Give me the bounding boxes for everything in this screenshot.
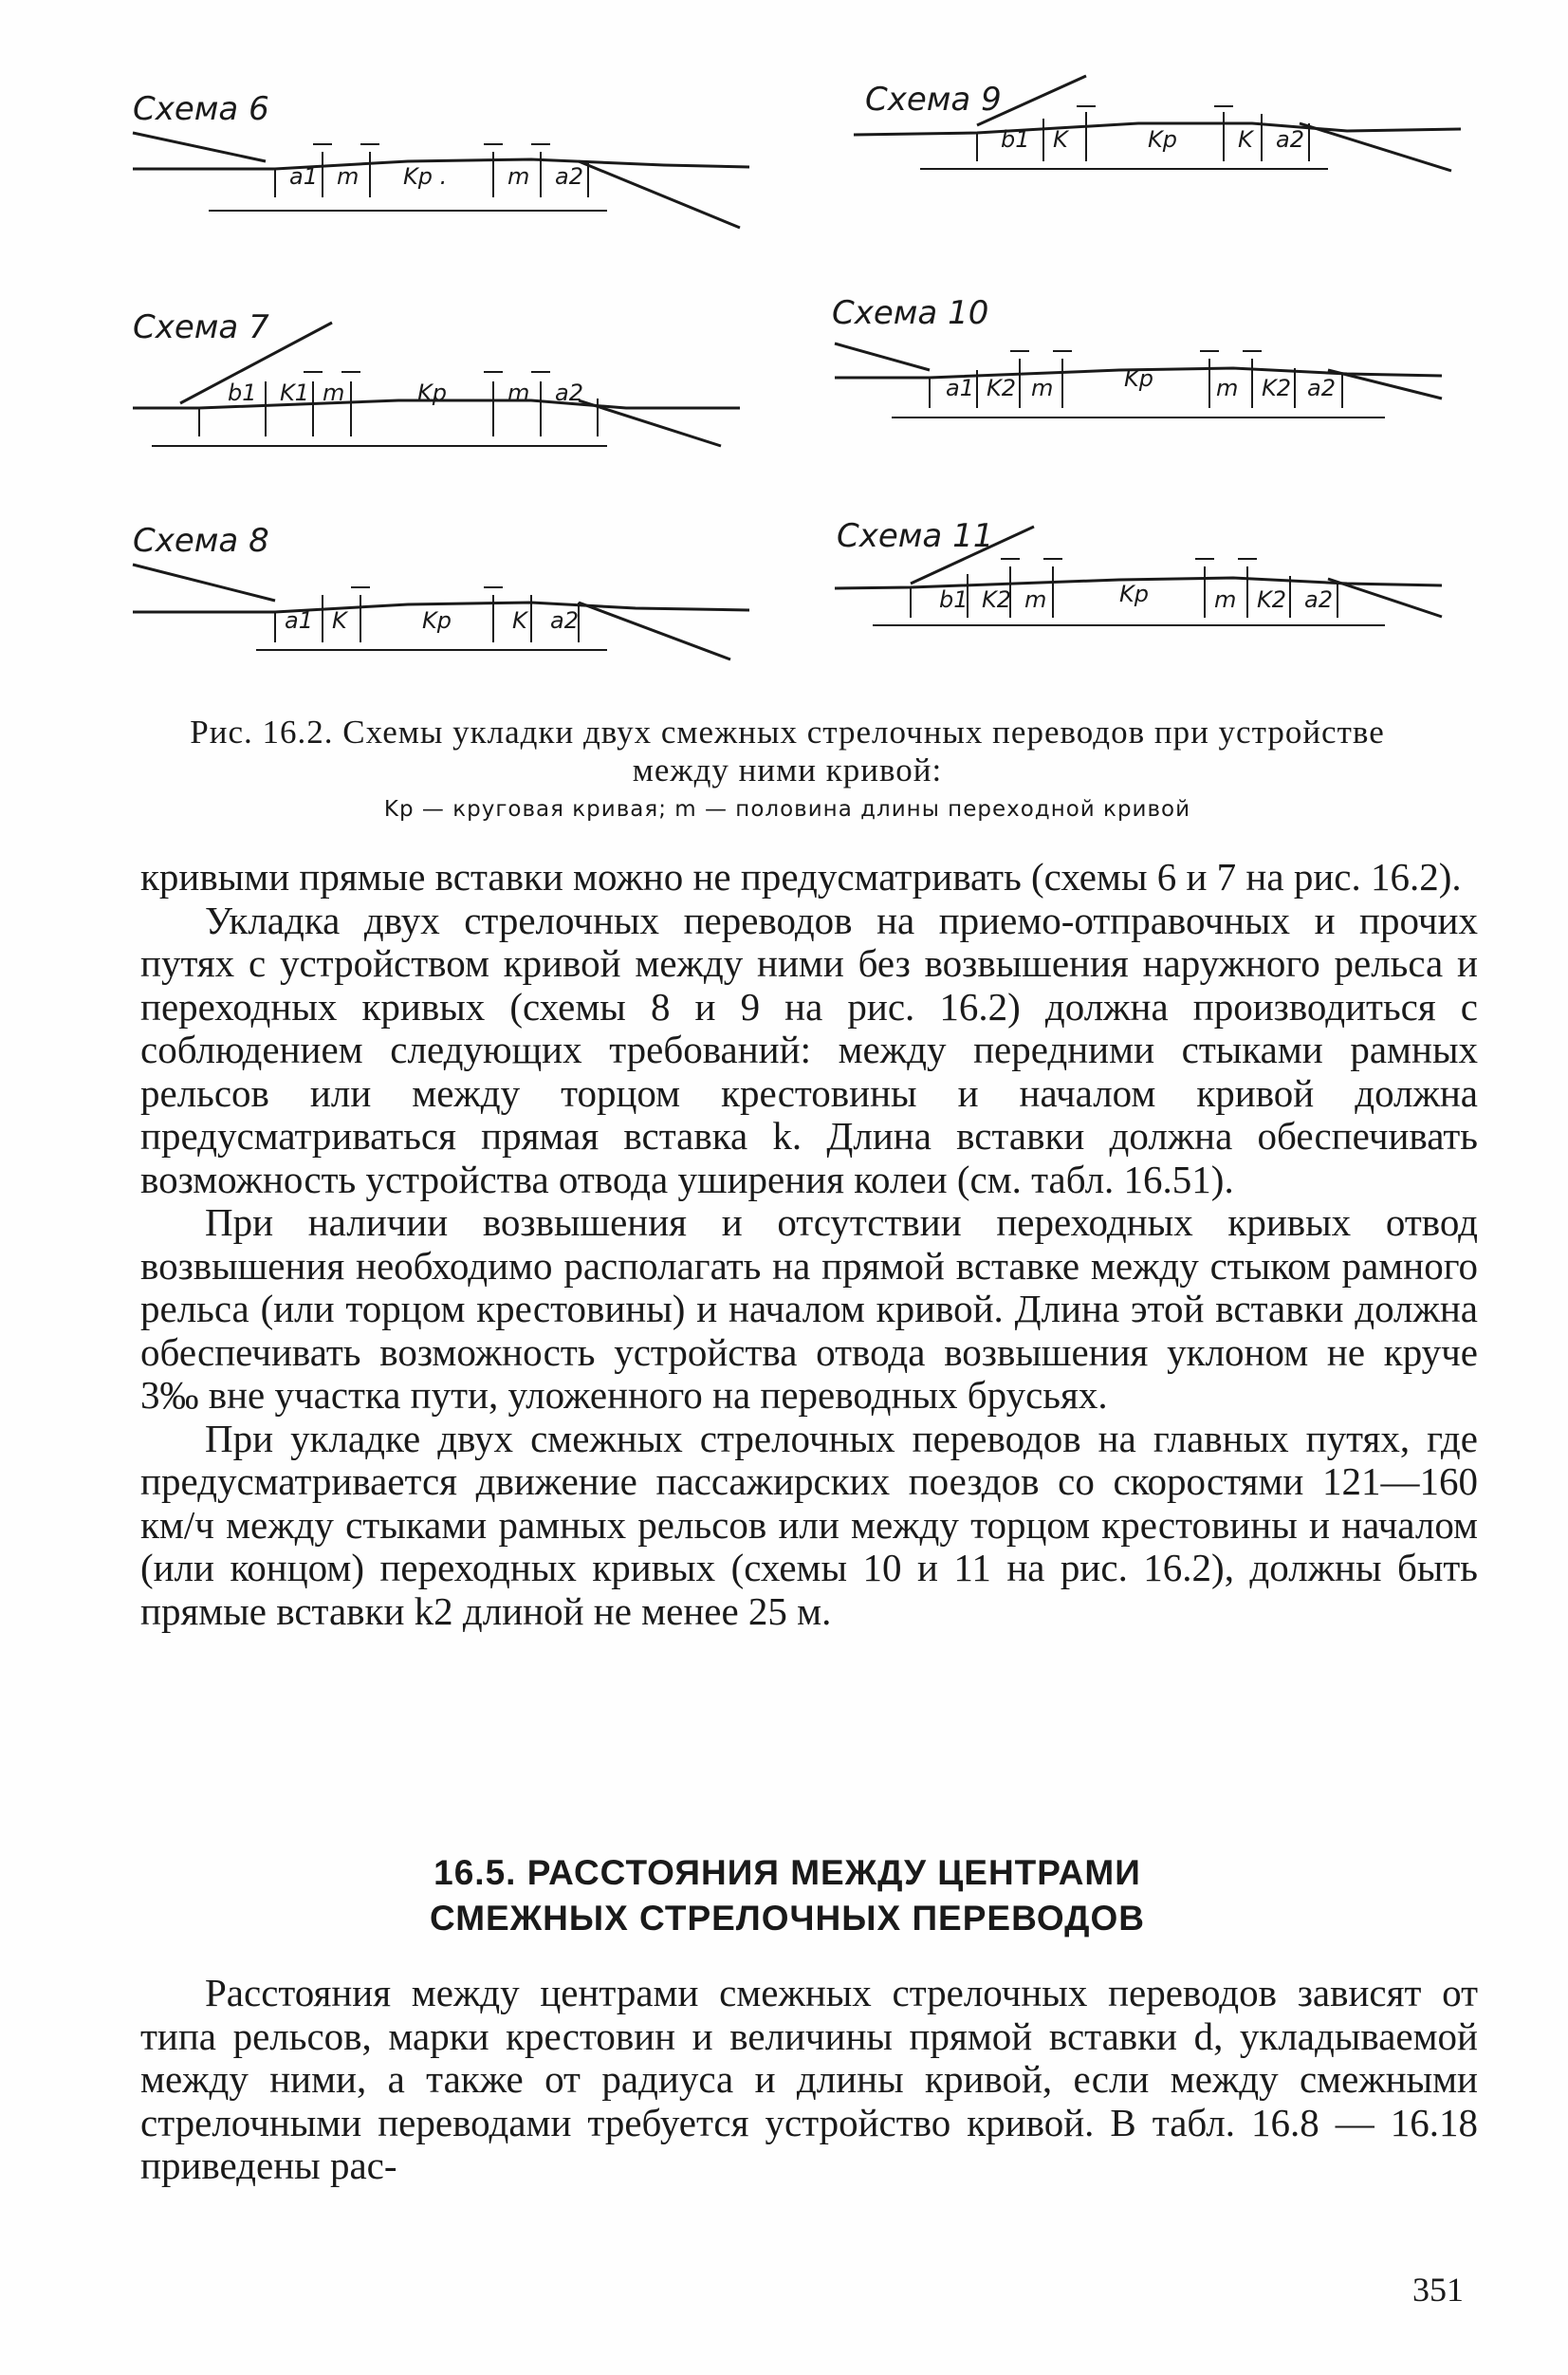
paragraph-superelevation: При наличии возвышения и отсутствии переходных кривых отвод возвышения необходимо располагать на прямой вставке между стыком рамного рельса (или торцом крестовины) и началом кривой. Длина этой вставки должна обеспечивать возможность устройства отвода возвышения уклоном не круче 3‰ вне участка пути, уложенного на переводных брусьях.	[140, 1200, 1478, 1417]
scheme-10-label: a2	[1307, 375, 1336, 401]
scheme-10-label: m	[1031, 375, 1054, 401]
figure-caption: Рис. 16.2. Схемы укладки двух смежных стрелочных переводов при устройстве между ними кривой:	[190, 714, 1385, 789]
scheme-8-title: Схема 8	[133, 522, 269, 560]
section-heading-line-2: СМЕЖНЫХ СТРЕЛОЧНЫХ ПЕРЕВОДОВ	[429, 1899, 1146, 1938]
scheme-10-label: Kp	[1124, 365, 1153, 392]
scheme-7-label: b1	[228, 380, 257, 406]
scheme-6-label: m	[507, 163, 530, 190]
scheme-9-label: a2	[1276, 126, 1304, 153]
body-text-lower	[140, 1972, 1478, 2188]
scheme-9-label: Kp	[1148, 126, 1177, 153]
scheme-11-label: m	[1024, 586, 1047, 613]
scheme-11-label: b1	[939, 586, 968, 613]
scheme-6-label: a2	[555, 163, 583, 190]
scheme-11-label: a2	[1304, 586, 1333, 613]
section-heading-line-1: 16.5. РАССТОЯНИЯ МЕЖДУ ЦЕНТРАМИ	[434, 1853, 1141, 1892]
scheme-7-label: K1	[280, 380, 310, 406]
scheme-8-label: a2	[550, 607, 579, 634]
body-text-upper	[140, 856, 1478, 1633]
scheme-6-label: a1	[289, 163, 318, 190]
paragraph-center-distances: Расстояния между центрами смежных стрелочных переводов зависят от типа рельсов, марки крестовин и величины прямой вставки d, укладываемой между ними, а также от радиуса и длины кривой, если между смежными стрелочными переводами требуется устройство кривой. В табл. 16.8 — 16.18 приведены рас-	[140, 1971, 1478, 2187]
scheme-10-label: m	[1216, 375, 1239, 401]
scheme-11-title: Схема 11	[837, 517, 994, 555]
scheme-9-label: b1	[1001, 126, 1030, 153]
scheme-6-label: m	[337, 163, 360, 190]
page-number: 351	[1412, 2271, 1464, 2309]
scheme-9-label: K	[1053, 126, 1068, 153]
scheme-8-label: K	[332, 607, 347, 634]
scheme-7-label: a2	[555, 380, 583, 406]
scheme-10-label: a1	[946, 375, 974, 401]
scheme-7-label: m	[323, 380, 345, 406]
scheme-11-label: m	[1214, 586, 1237, 613]
scheme-8-label: K	[512, 607, 527, 634]
scheme-8-label: Kp	[422, 607, 452, 634]
scheme-7-label: Kp	[417, 380, 447, 406]
paragraph-continuation: кривыми прямые вставки можно не предусматривать (схемы 6 и 7 на рис. 16.2).	[140, 855, 1462, 899]
scheme-10-label: K2	[987, 375, 1017, 401]
scheme-11-label: K2	[982, 586, 1012, 613]
scheme-10-title: Схема 10	[832, 294, 989, 332]
scheme-7-title: Схема 7	[133, 308, 269, 346]
scheme-9-title: Схема 9	[865, 81, 1002, 119]
scheme-11-label: K2	[1257, 586, 1287, 613]
scheme-8-label: a1	[285, 607, 313, 634]
section-heading-16-5	[142, 1850, 1432, 1941]
scheme-11-label: Kp	[1119, 581, 1149, 607]
paragraph-switch-laying-requirements: Укладка двух стрелочных переводов на приемо-отправочных и прочих путях с устройством кривой между ними без возвышения наружного рельса и переходных кривых (схемы 8 и 9 на рис. 16.2) должна производиться с соблюдением следующих требований: между передними стыками рамных рельсов или между торцом крестовины и началом кривой должна предусматриваться прямая вставка k. Длина вставки должна обеспечивать возможность устройства отвода уширения колеи (см. табл. 16.51).	[140, 898, 1478, 1201]
scheme-10-label: K2	[1262, 375, 1292, 401]
scheme-9-label: K	[1238, 126, 1253, 153]
figure-legend: Kр — круговая кривая; m — половина длины переходной кривой	[383, 797, 1191, 822]
scheme-6-label: Kp .	[403, 163, 448, 190]
scheme-7-label: m	[507, 380, 530, 406]
scheme-6-title: Схема 6	[133, 90, 269, 128]
paragraph-main-tracks: При укладке двух смежных стрелочных переводов на главных путях, где предусматривается движение пассажирских поездов со скоростями 121—160 км/ч между стыками рамных рельсов или между торцом крестовины и началом (или концом) переходных кривых (схемы 10 и 11 на рис. 16.2), должны быть прямые вставки k2 длиной не менее 25 м.	[140, 1416, 1478, 1633]
